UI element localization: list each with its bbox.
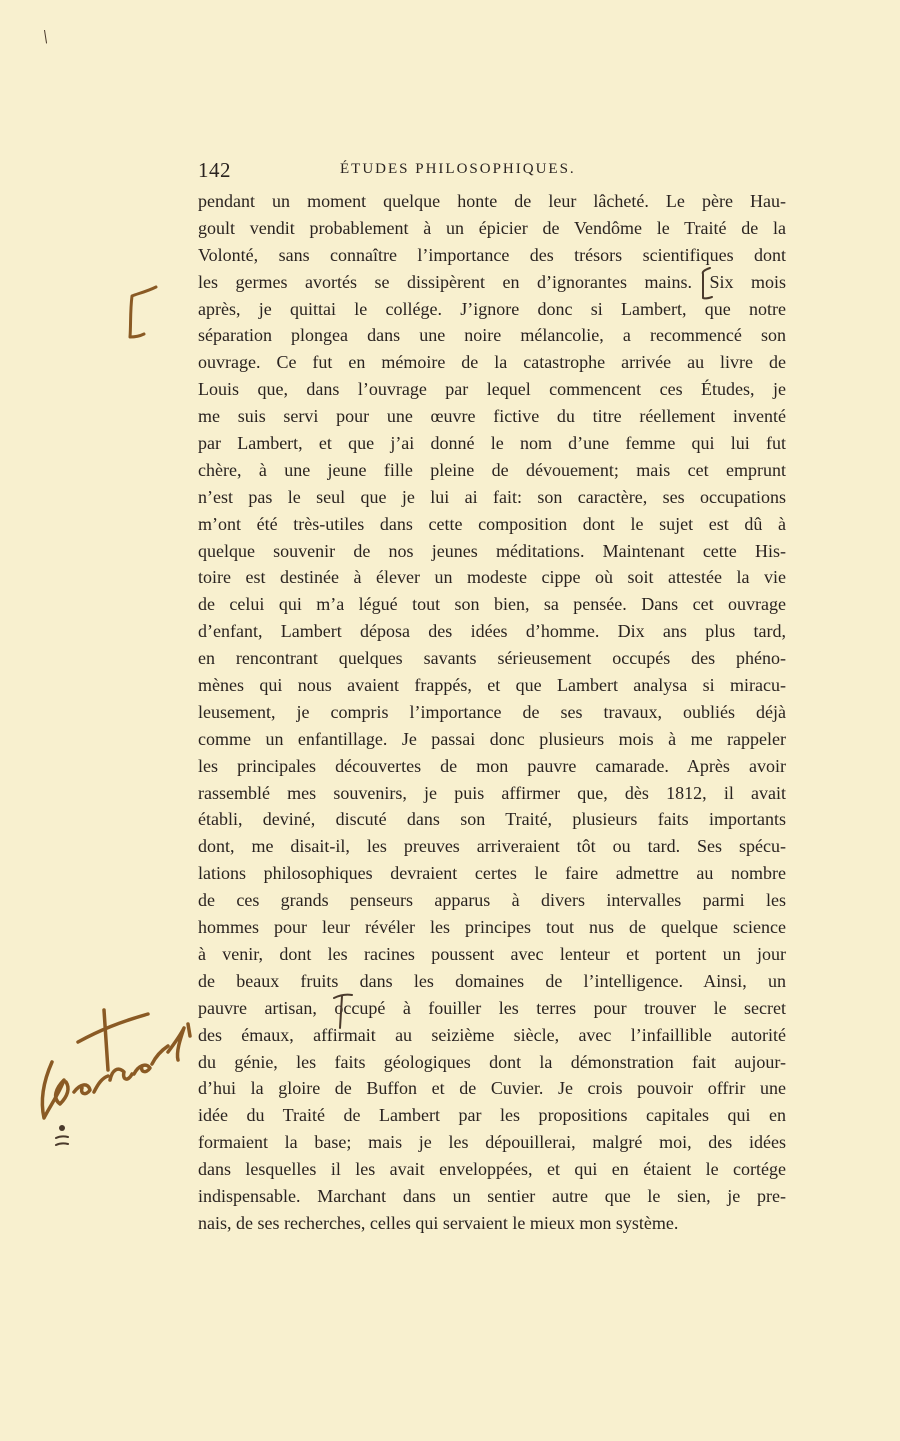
inline-caret-mark xyxy=(330,992,360,1032)
text-line: comme un enfantillage. Je passai donc plusieurs mois à me rappeler xyxy=(198,728,786,749)
page-header xyxy=(198,158,798,186)
body-text xyxy=(198,188,786,1237)
text-line: en rencontrant quelques savants sérieusement occupés des phéno- xyxy=(198,648,786,669)
text-line: rassemblé mes souvenirs, je puis affirmer que, dès 1812, il avait xyxy=(198,782,786,803)
text-line: établi, deviné, discuté dans son Traité, plusieurs faits importants xyxy=(198,809,786,830)
text-line: idée du Traité de Lambert par les propositions capitales qui en xyxy=(198,1105,786,1126)
text-line: d’hui la gloire de Buffon et de Cuvier. Je crois pouvoir offrir une xyxy=(198,1078,786,1099)
text-line: de beaux fruits dans les domaines de l’intelligence. Ainsi, un xyxy=(198,970,786,991)
text-line: les principales découvertes de mon pauvre camarade. Après avoir xyxy=(198,755,786,776)
text-line: chère, à une jeune fille pleine de dévouement; mais cet emprunt xyxy=(198,459,786,480)
text-line: mènes qui nous avaient frappés, et que Lambert analysa si miracu- xyxy=(198,675,786,696)
text-line: formaient la base; mais je les dépouillerai, malgré moi, des idées xyxy=(198,1132,786,1153)
handwritten-signature xyxy=(30,1000,200,1150)
text-line: goult vendit probablement à un épicier de Vendôme le Traité de la xyxy=(198,217,786,238)
corner-smudge xyxy=(44,30,47,44)
running-title: ÉTUDES PHILOSOPHIQUES. xyxy=(340,161,576,177)
text-line: pauvre artisan, occupé à fouiller les terres pour trouver le secret xyxy=(198,997,786,1018)
text-line: pendant un moment quelque honte de leur lâcheté. Le père Hau- xyxy=(198,191,786,211)
text-line: lations philosophiques devraient certes le faire admettre au nombre xyxy=(198,863,786,884)
text-line: après, je quittai le collége. J’ignore donc si Lambert, que notre xyxy=(198,298,786,319)
text-line: nais, de ses recherches, celles qui servaient le mieux mon système. xyxy=(198,1212,679,1233)
text-line: Volonté, sans connaître l’importance des trésors scientifiques dont xyxy=(198,244,786,265)
text-line: de celui qui m’a légué tout son bien, sa pensée. Dans cet ouvrage xyxy=(198,594,786,615)
text-line: hommes pour leur révéler les principes tout nus de quelque science xyxy=(198,917,786,938)
text-line: n’est pas le seul que je lui ai fait: son caractère, ses occupations xyxy=(198,486,786,507)
text-line: m’ont été très-utiles dans cette composition dont le sujet est dû à xyxy=(198,513,786,534)
text-line: du génie, les faits géologiques dont la démonstration fait aujour- xyxy=(198,1051,786,1072)
text-line: quelque souvenir de nos jeunes méditations. Maintenant cette His- xyxy=(198,540,786,561)
text-line: par Lambert, et que j’ai donné le nom d’une femme qui lui fut xyxy=(198,433,786,454)
text-line: leusement, je compris l’importance de ses travaux, oubliés déjà xyxy=(198,701,786,722)
text-line: Louis que, dans l’ouvrage par lequel commencent ces Études, je xyxy=(198,379,786,400)
margin-bracket-mark xyxy=(118,282,168,342)
text-line: à venir, dont les racines poussent avec lenteur et portent un jour xyxy=(198,943,786,964)
inline-bracket-mark xyxy=(692,266,722,306)
page-number: 142 xyxy=(198,158,231,182)
text-line: ouvrage. Ce fut en mémoire de la catastrophe arrivée au livre de xyxy=(198,352,786,373)
text-line: indispensable. Marchant dans un sentier autre que le sien, je pre- xyxy=(198,1185,786,1206)
text-line: séparation plongea dans une noire mélancolie, a recommencé son xyxy=(198,325,786,346)
text-line: dont, me disait-il, les preuves arriveraient tôt ou tard. Ses spécu- xyxy=(198,836,786,857)
text-line: les germes avortés se dissipèrent en d’ignorantes mains. Six mois xyxy=(198,271,786,292)
text-line: dans lesquelles il les avait enveloppées, et qui en étaient le cortége xyxy=(198,1159,786,1180)
text-line: de ces grands penseurs apparus à divers intervalles parmi les xyxy=(198,890,786,911)
text-line: des émaux, affirmait au seizième siècle, avec l’infaillible autorité xyxy=(198,1024,786,1045)
text-line: me suis servi pour une œuvre fictive du titre réellement inventé xyxy=(198,406,786,427)
text-line: d’enfant, Lambert déposa des idées d’homme. Dix ans plus tard, xyxy=(198,621,786,642)
text-line: toire est destinée à élever un modeste cippe où soit attestée la vie xyxy=(198,567,786,588)
